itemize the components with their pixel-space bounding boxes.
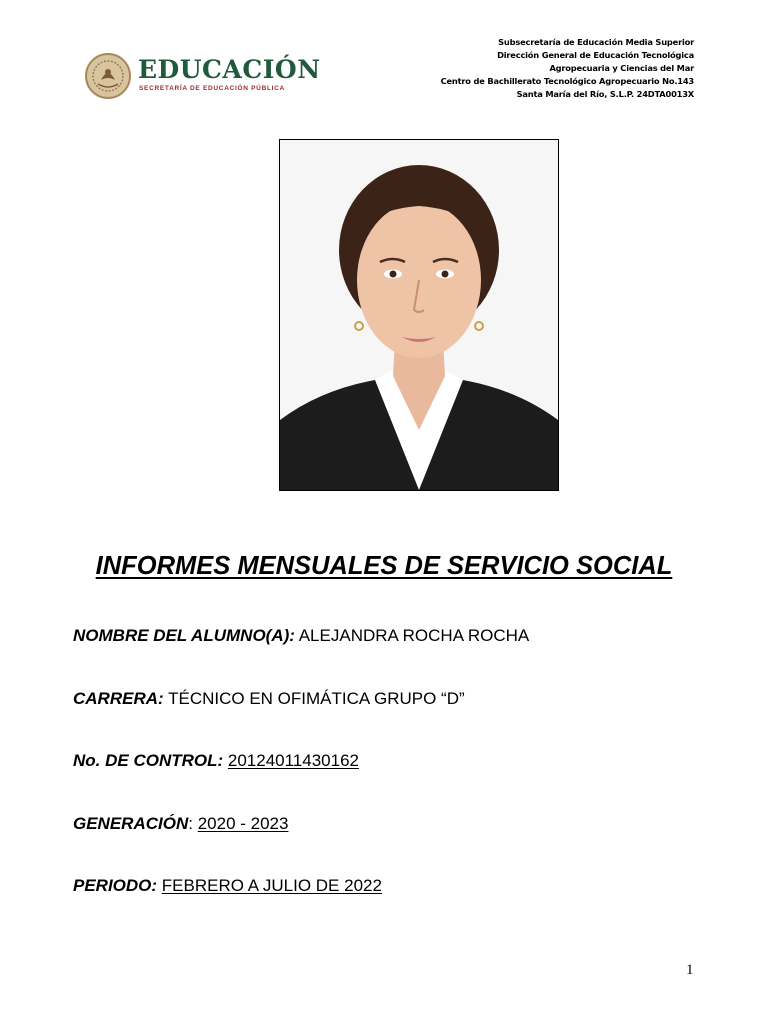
control-number-field — [73, 751, 359, 771]
generation-colon: : — [188, 814, 193, 833]
institution-header — [441, 36, 694, 101]
student-name-field — [73, 626, 529, 646]
student-name-value: ALEJANDRA ROCHA ROCHA — [298, 626, 530, 645]
student-name-label: NOMBRE DEL ALUMNO(A): — [73, 626, 295, 645]
header-line: Agropecuaria y Ciencias del Mar — [549, 63, 694, 73]
career-value: TÉCNICO EN OFIMÁTICA GRUPO “D” — [168, 689, 465, 708]
mexico-seal-icon — [84, 52, 132, 100]
period-label: PERIODO: — [73, 876, 158, 895]
page-number: 1 — [686, 962, 694, 978]
header-line: Subsecretaría de Educación Media Superior — [498, 37, 694, 47]
student-photo — [279, 139, 559, 491]
career-field — [73, 689, 465, 709]
control-number-label: No. DE CONTROL: — [73, 751, 224, 770]
control-number-value: 20124011430162 — [227, 751, 359, 770]
period-value: FEBRERO A JULIO DE 2022 — [161, 876, 382, 895]
header-line: Dirección General de Educación Tecnológica — [497, 50, 694, 60]
document-title: INFORMES MENSUALES DE SERVICIO SOCIAL — [95, 552, 673, 580]
generation-field — [73, 814, 288, 834]
brand-subtitle: SECRETARÍA DE EDUCACIÓN PÚBLICA — [139, 85, 285, 92]
period-field — [73, 876, 382, 896]
generation-value: 2020 - 2023 — [197, 814, 289, 833]
sep-logo — [84, 52, 321, 102]
career-label: CARRERA: — [73, 689, 164, 708]
portrait-illustration — [280, 140, 558, 490]
header-line: Centro de Bachillerato Tecnológico Agropecuario No.143 — [440, 76, 694, 86]
brand-name: EDUCACIÓN — [138, 55, 321, 84]
header-line: Santa María del Río, S.L.P. 24DTA0013X — [516, 89, 694, 99]
generation-label: GENERACIÓN — [73, 814, 189, 833]
